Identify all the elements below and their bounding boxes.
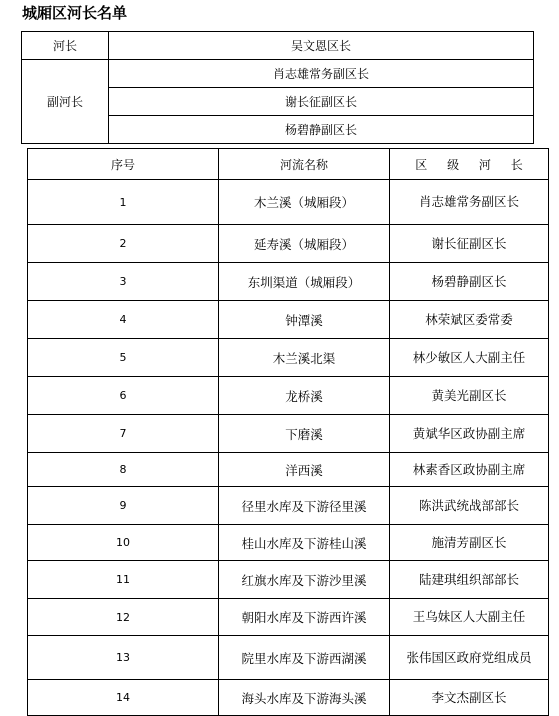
row-chief: 肖志雄常务副区长 bbox=[390, 180, 549, 225]
he-zhang-label: 河长 bbox=[22, 32, 109, 60]
row-number: 14 bbox=[28, 680, 219, 716]
table-row bbox=[28, 180, 549, 225]
river-chief-table bbox=[27, 148, 549, 716]
table-row bbox=[28, 636, 549, 680]
row-number: 12 bbox=[28, 599, 219, 636]
table-row bbox=[28, 561, 549, 599]
table-body bbox=[28, 180, 549, 716]
row-river-name: 下磨溪 bbox=[219, 415, 390, 453]
row-river-name: 钟潭溪 bbox=[219, 301, 390, 339]
row-chief: 林少敏区人大副主任 bbox=[390, 339, 549, 377]
he-zhang-value: 吴文恩区长 bbox=[109, 32, 534, 60]
document-title: 城厢区河长名单 bbox=[22, 4, 128, 22]
row-chief: 施清芳副区长 bbox=[390, 525, 549, 561]
row-chief: 陆建琪组织部部长 bbox=[390, 561, 549, 599]
he-zhang-row bbox=[22, 32, 534, 60]
row-number: 8 bbox=[28, 453, 219, 487]
row-river-name: 洋西溪 bbox=[219, 453, 390, 487]
table-row bbox=[28, 599, 549, 636]
row-river-name: 龙桥溪 bbox=[219, 377, 390, 415]
table-row bbox=[28, 339, 549, 377]
row-number: 9 bbox=[28, 487, 219, 525]
row-number: 1 bbox=[28, 180, 219, 225]
row-number: 3 bbox=[28, 263, 219, 301]
row-chief: 陈洪武统战部部长 bbox=[390, 487, 549, 525]
fu-he-zhang-value: 谢长征副区长 bbox=[109, 88, 534, 116]
row-river-name: 木兰溪北渠 bbox=[219, 339, 390, 377]
header-number: 序号 bbox=[28, 149, 219, 180]
row-river-name: 径里水库及下游径里溪 bbox=[219, 487, 390, 525]
fu-he-zhang-value: 肖志雄常务副区长 bbox=[109, 60, 534, 88]
table-row bbox=[28, 225, 549, 263]
table-row bbox=[28, 263, 549, 301]
fu-he-zhang-row bbox=[22, 60, 534, 88]
row-river-name: 院里水库及下游西湖溪 bbox=[219, 636, 390, 680]
row-number: 5 bbox=[28, 339, 219, 377]
row-number: 2 bbox=[28, 225, 219, 263]
row-river-name: 东圳渠道（城厢段） bbox=[219, 263, 390, 301]
row-chief: 王乌妹区人大副主任 bbox=[390, 599, 549, 636]
table-row bbox=[28, 377, 549, 415]
header-river-name: 河流名称 bbox=[219, 149, 390, 180]
row-river-name: 延寿溪（城厢段） bbox=[219, 225, 390, 263]
row-river-name: 朝阳水库及下游西许溪 bbox=[219, 599, 390, 636]
row-number: 4 bbox=[28, 301, 219, 339]
row-number: 11 bbox=[28, 561, 219, 599]
table-row bbox=[28, 525, 549, 561]
table-row bbox=[28, 487, 549, 525]
fu-he-zhang-label: 副河长 bbox=[22, 60, 109, 144]
row-river-name: 木兰溪（城厢段） bbox=[219, 180, 390, 225]
row-river-name: 桂山水库及下游桂山溪 bbox=[219, 525, 390, 561]
row-chief: 李文杰副区长 bbox=[390, 680, 549, 716]
fu-he-zhang-value: 杨碧静副区长 bbox=[109, 116, 534, 144]
table-header-row bbox=[28, 149, 549, 180]
table-row bbox=[28, 415, 549, 453]
row-number: 6 bbox=[28, 377, 219, 415]
row-river-name: 红旗水库及下游沙里溪 bbox=[219, 561, 390, 599]
row-chief: 杨碧静副区长 bbox=[390, 263, 549, 301]
table-row bbox=[28, 680, 549, 716]
row-number: 13 bbox=[28, 636, 219, 680]
row-chief: 张伟国区政府党组成员 bbox=[390, 636, 549, 680]
row-chief: 黄美光副区长 bbox=[390, 377, 549, 415]
row-chief: 黄斌华区政协副主席 bbox=[390, 415, 549, 453]
table-row bbox=[28, 453, 549, 487]
row-river-name: 海头水库及下游海头溪 bbox=[219, 680, 390, 716]
header-district-chief: 区 级 河 长 bbox=[390, 149, 549, 180]
table-row bbox=[28, 301, 549, 339]
row-number: 7 bbox=[28, 415, 219, 453]
row-chief: 谢长征副区长 bbox=[390, 225, 549, 263]
row-chief: 林素香区政协副主席 bbox=[390, 453, 549, 487]
row-number: 10 bbox=[28, 525, 219, 561]
row-chief: 林荣斌区委常委 bbox=[390, 301, 549, 339]
leaders-table bbox=[21, 31, 534, 144]
